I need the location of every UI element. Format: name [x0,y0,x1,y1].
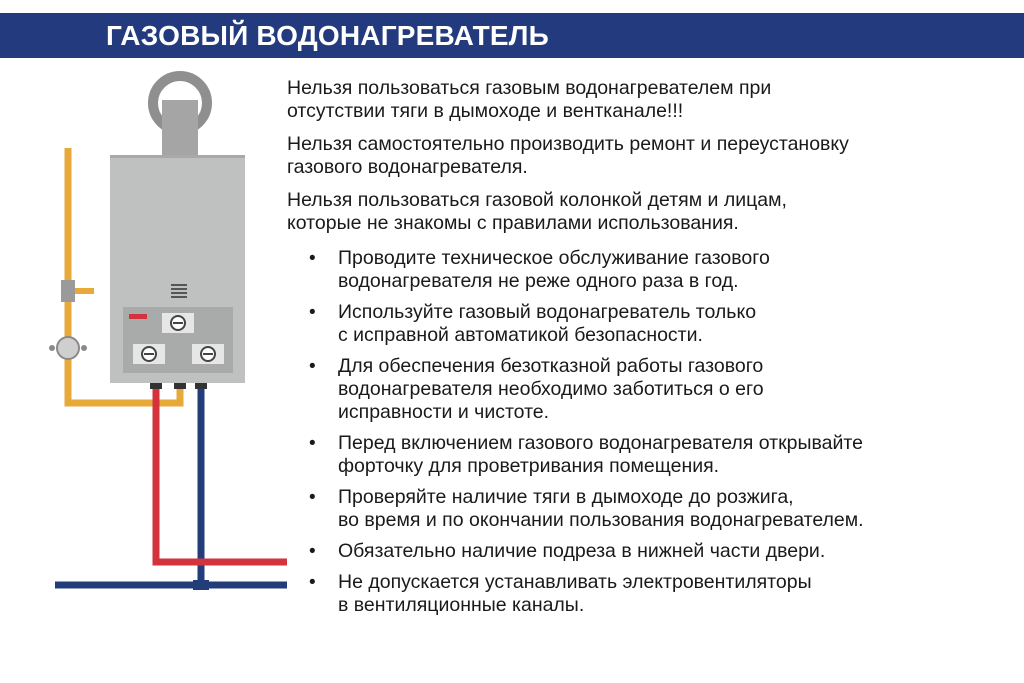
connector-hot [150,383,162,389]
water-heater-illustration [40,70,290,600]
gas-valve-icon [61,280,75,302]
chimney-duct [162,100,198,156]
text-line: газового водонагревателя. [287,156,528,178]
list-item [287,355,1007,424]
text-line: Нельзя пользоваться газовой колонкой детям и лицам, [287,189,787,211]
heater-top-band [110,155,245,158]
warning-2 [287,133,1007,179]
header-bar [0,13,1024,58]
list-item [287,486,1007,532]
text-line: Перед включением газового водонагревателя открывайте [338,432,863,454]
text-line: Обязательно наличие подреза в нижней части двери. [338,540,826,562]
text-line: Для обеспечения безотказной работы газового [338,355,764,377]
bullet-icon: • [309,487,316,508]
list-item [287,301,1007,347]
warning-3 [287,189,1007,235]
text-line: Проверяйте наличие тяги в дымоходе до розжига, [338,486,794,508]
hot-water-pipe [156,385,287,562]
rules-list [287,247,1007,617]
text-line: форточку для проветривания помещения. [338,455,720,477]
control-knob-right [192,344,224,364]
text-line: с исправной автоматикой безопасности. [338,324,703,346]
bullet-icon: • [309,302,316,323]
connector-cold [195,383,207,389]
text-line: исправности и чистоте. [338,401,550,423]
text-line: в вентиляционные каналы. [338,594,585,616]
bullet-icon: • [309,248,316,269]
bullet-icon: • [309,572,316,593]
bullet-icon: • [309,541,316,562]
list-item [287,571,1007,617]
text-line: во время и по окончании пользования водонагревателем. [338,509,864,531]
instructions-text [287,77,1007,625]
bullet-icon: • [309,433,316,454]
text-line: отсутствии тяги в дымоходе и вентканале!!! [287,100,684,122]
list-item [287,432,1007,478]
text-line: Нельзя самостоятельно производить ремонт и переустановку [287,133,849,155]
text-line: водонагревателя необходимо заботиться о его [338,378,764,400]
indicator-light [129,314,147,319]
gas-meter-icon [57,337,79,359]
control-knob-top [162,313,194,333]
list-item [287,247,1007,293]
list-item [287,540,1007,563]
text-line: которые не знакомы с правилами использования. [287,212,739,234]
bullet-icon: • [309,356,316,377]
connector-gas [174,383,186,389]
warning-1 [287,77,1007,123]
text-line: Проводите техническое обслуживание газового [338,247,770,269]
page-title: ГАЗОВЫЙ ВОДОНАГРЕВАТЕЛЬ [106,20,549,51]
text-line: Нельзя пользоваться газовым водонагревателем при [287,77,772,99]
text-line: водонагревателя не реже одного раза в год. [338,270,739,292]
control-knob-left [133,344,165,364]
text-line: Не допускается устанавливать электровентиляторы [338,571,812,593]
text-line: Используйте газовый водонагреватель только [338,301,757,323]
